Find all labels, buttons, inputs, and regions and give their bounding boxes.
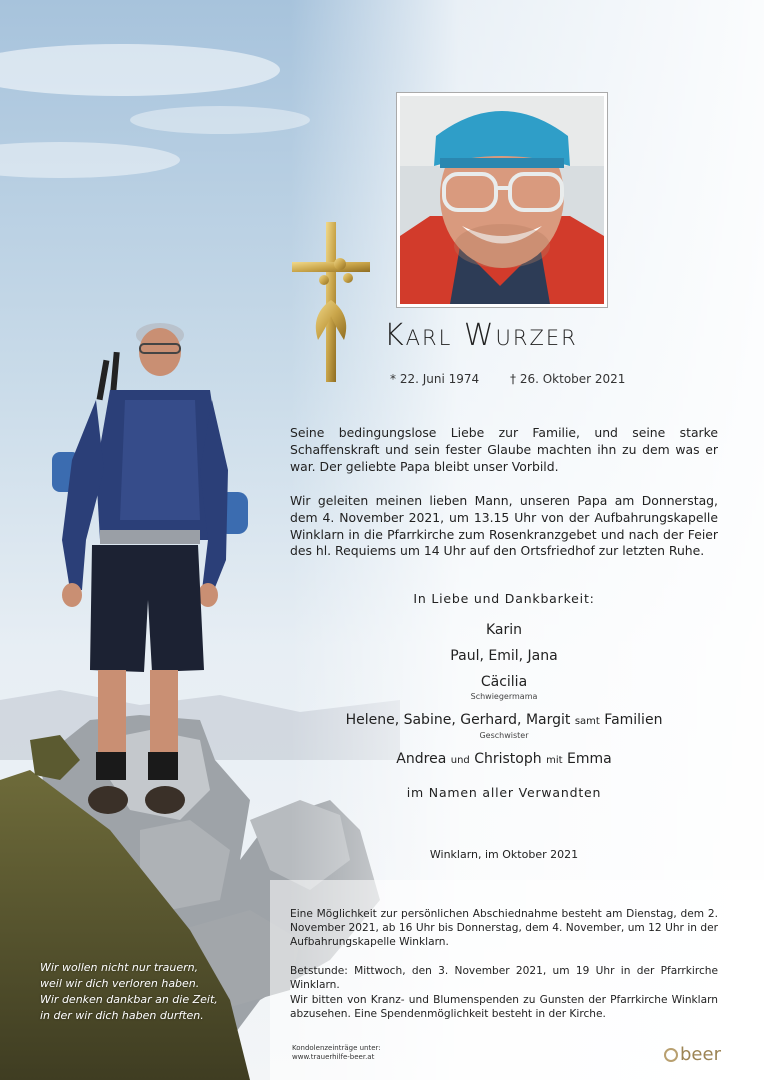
tribute-paragraph: Seine bedingungslose Liebe zur Familie, und seine starke Schaffenskraft und sein fester Glaube machten ihn zu dem was er war. Der geliebte Papa bleibt unser Vorbild. [290, 425, 718, 474]
condolence-note [292, 1044, 381, 1062]
cross-icon [290, 220, 372, 384]
family-mother-in-law: Cäcilia [480, 674, 528, 690]
relatives-line: im Namen aller Verwandten [406, 785, 602, 800]
others-christoph: Christoph [474, 751, 542, 767]
portrait-photo [396, 92, 608, 308]
logo-icon [664, 1048, 678, 1062]
family-siblings [290, 712, 718, 728]
others-emma: Emma [566, 751, 612, 767]
family-siblings-label: Geschwister [479, 731, 529, 740]
place-date: Winklarn, im Oktober 2021 [429, 848, 579, 861]
siblings-tail: Familien [604, 712, 663, 728]
siblings-samt: samt [574, 716, 600, 727]
family-children: Paul, Emil, Jana [450, 648, 558, 664]
family-wife: Karin [485, 622, 523, 638]
thanks-heading: In Liebe und Dankbarkeit: [413, 591, 595, 606]
funeral-home-logo [664, 1044, 721, 1065]
others-und: und [450, 755, 470, 766]
quote-line: in der wir dich haben durften. [40, 1009, 204, 1022]
family-mother-in-law-label: Schwiegermama [470, 692, 538, 701]
others-andrea: Andrea [396, 751, 447, 767]
family-others [290, 751, 718, 767]
death-date: † 26. Oktober 2021 [510, 372, 626, 386]
info-prayer-hour: Betstunde: Mittwoch, den 3. November 2021, um 19 Uhr in der Pfarrkirche Winklarn. [290, 965, 718, 991]
others-mit: mit [546, 755, 563, 766]
quote-line: Wir denken dankbar an die Zeit, [40, 993, 218, 1006]
siblings-names: Helene, Sabine, Gerhard, Margit [345, 712, 571, 728]
info-farewell: Eine Möglichkeit zur persönlichen Abschiednahme besteht am Dienstag, dem 2. November 2021, ab 16 Uhr bis Donnerstag, dem 4. November, um 12 Uhr in der Aufbahrungskapelle Winklarn. [290, 908, 718, 948]
condolence-label: Kondolenzeinträge unter: [292, 1044, 381, 1052]
logo-text: beer [680, 1044, 721, 1065]
funeral-paragraph: Wir geleiten meinen lieben Mann, unseren Papa am Donnerstag, dem 4. November 2021, um 13.15 Uhr von der Aufbahrungskapelle Winklarn in die Pfarrkirche zum Rosenkranzgebet und nach der Feier des hl. Requiems um 14 Uhr auf den Ortsfriedhof zur letzten Ruhe. [290, 493, 718, 559]
deceased-name: Karl Wurzer [384, 318, 578, 353]
memorial-quote [40, 960, 218, 1024]
quote-line: Wir wollen nicht nur trauern, [40, 961, 199, 974]
birth-date: * 22. Juni 1974 [390, 372, 480, 386]
info-donations: Wir bitten von Kranz- und Blumenspenden zu Gunsten der Pfarrkirche Winklarn abzusehen. Eine Spendenmöglichkeit besteht in der Kirche. [290, 994, 718, 1020]
quote-line: weil wir dich verloren haben. [40, 977, 200, 990]
condolence-url[interactable]: www.trauerhilfe-beer.at [292, 1053, 375, 1061]
